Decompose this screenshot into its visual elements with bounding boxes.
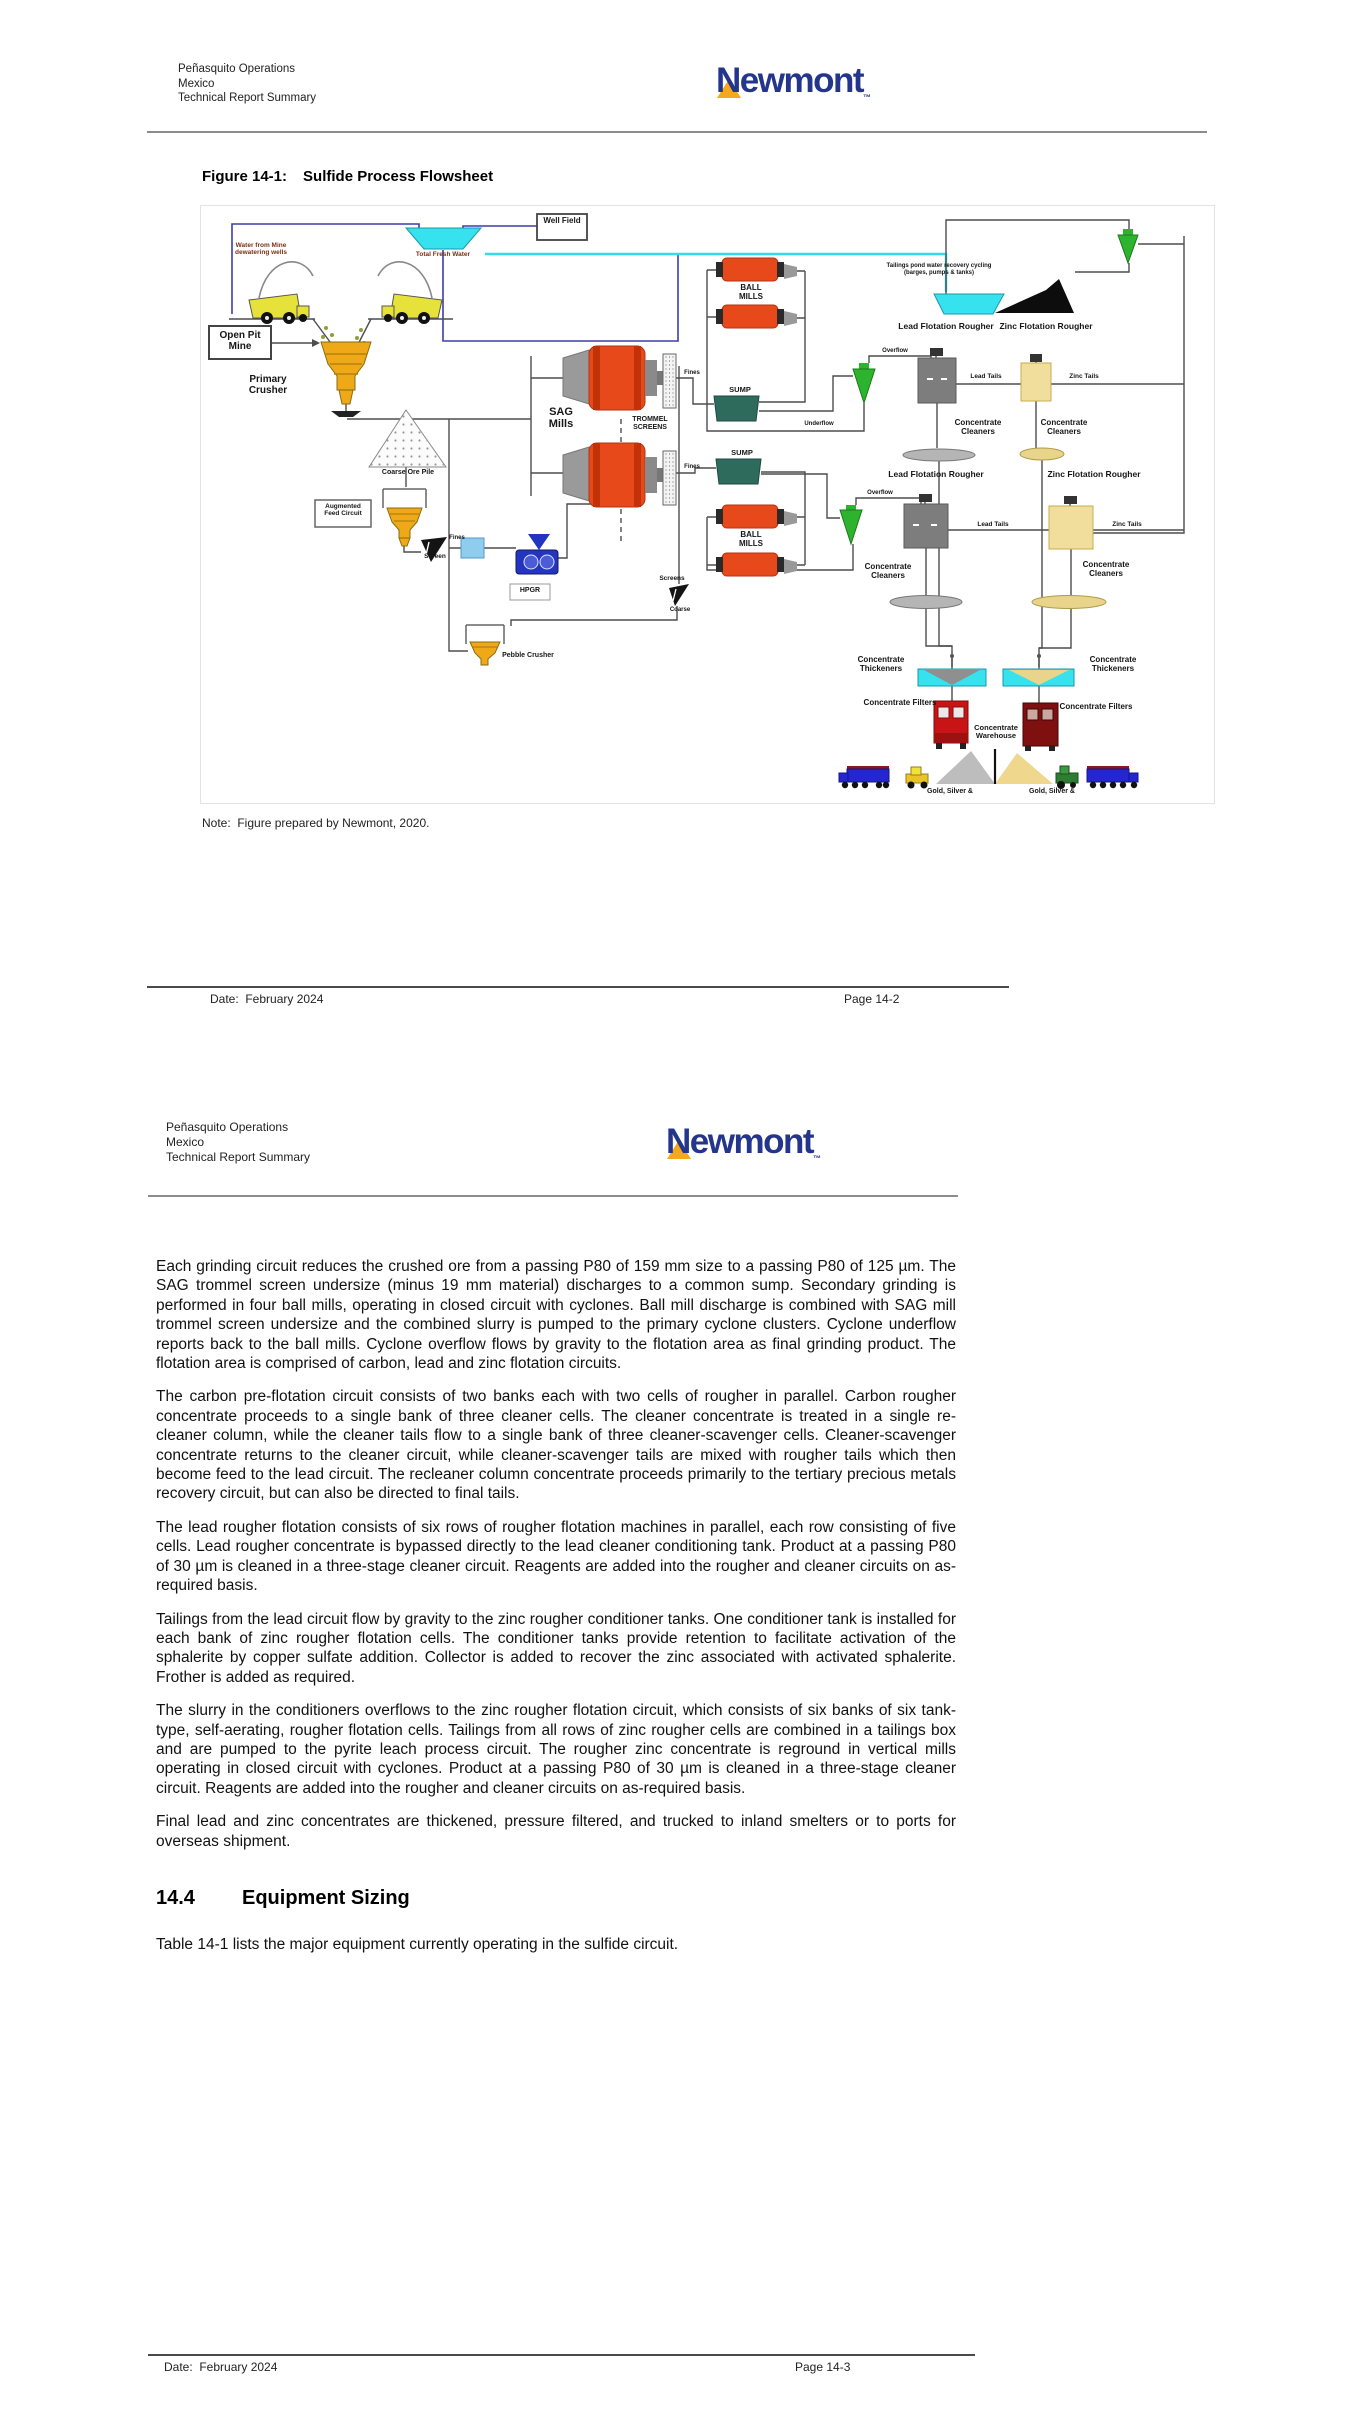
label-concentrate-warehouse: Concentrate Warehouse xyxy=(974,723,1018,741)
page1-header xyxy=(178,62,316,106)
label-concentrate-cleaners-2: Concentrate Cleaners xyxy=(1040,418,1088,436)
label-open-pit-mine: Open Pit Mine xyxy=(219,330,261,353)
label-concentrate-cleaners-1: Concentrate Cleaners xyxy=(954,418,1002,436)
label-sag-mills: SAG Mills xyxy=(548,406,574,431)
label-gold-silver-right: Gold, Silver & xyxy=(1029,788,1075,795)
page1-footer-rule xyxy=(147,986,1009,988)
label-gold-silver-left: Gold, Silver & xyxy=(927,788,973,795)
section-number: 14.4 xyxy=(156,1886,195,1909)
label-fines-screen: Fines xyxy=(449,535,465,541)
header-line-operations: Peñasquito Operations xyxy=(166,1120,289,1134)
newmont-logo xyxy=(666,1122,821,1164)
label-concentrate-filters-left: Concentrate Filters xyxy=(863,698,937,707)
figure-note: Note: Figure prepared by Newmont, 2020. xyxy=(202,816,430,830)
label-concentrate-cleaners-3: Concentrate Cleaners xyxy=(864,562,912,580)
label-overflow-2: Overflow xyxy=(867,490,893,496)
header-line-operations: Peñasquito Operations xyxy=(178,63,295,75)
newmont-wordmark: Newmont xyxy=(716,61,863,100)
paragraph-table-reference: Table 14-1 lists the major equipment currently operating in the sulfide circuit. xyxy=(156,1935,679,1953)
label-zinc-tails-1: Zinc Tails xyxy=(1069,373,1099,380)
figure-title: Sulfide Process Flowsheet xyxy=(303,168,494,185)
label-augmented-feed-circuit: Augmented Feed Circuit xyxy=(324,503,362,518)
paragraph-grinding: Each grinding circuit reduces the crushed ore from a passing P80 of 159 mm size to a passing P80 of 125 µm. The SAG trommel screen undersize (minus 19 mm material) discharges to a common sump. Secondary grinding is performed in four ball mills, operating in closed circuit with cyclones. Ball mill discharge is combined with SAG mill trommel screen undersize and the combined slurry is pumped to the primary cyclone clusters. Cyclone underflow reports back to the ball mills. Cyclone overflow flows by gravity to the flotation area as final grinding product. The flotation area is comprised of carbon, lead and zinc flotation circuits. xyxy=(156,1258,956,1373)
trademark-symbol: ™ xyxy=(813,1154,821,1163)
label-pebble-crusher: Pebble Crusher xyxy=(502,652,554,659)
paragraph-carbon-circuit: The carbon pre-flotation circuit consists of two banks each with two cells of rougher in parallel. Carbon rougher concentrate proceeds to a single bank of three cleaner cells. The cleaner concentrate is treated in a single re-cleaner column, while the cleaner tails flow to a single bank of three cleaner-scavenger cells. Cleaner-scavenger concentrate returns to the cleaner circuit, while cleaner-scavenger tails are mixed with rougher tails which then become feed to the lead circuit. The recleaner column concentrate proceeds primarily to the tertiary precious metals recovery circuit, but can also be directed to final tails. xyxy=(156,1388,956,1503)
label-screen: Screen xyxy=(424,553,446,560)
label-zinc-tails-2: Zinc Tails xyxy=(1112,521,1142,528)
section-heading-14-4 xyxy=(156,1887,956,1910)
header-line-country: Mexico xyxy=(166,1135,205,1149)
newmont-logo xyxy=(716,61,871,103)
header-line-country: Mexico xyxy=(178,77,215,90)
label-concentrate-cleaners-4: Concentrate Cleaners xyxy=(1082,560,1130,578)
page2-header xyxy=(166,1120,310,1165)
label-sump-1: SUMP xyxy=(729,385,751,394)
label-fines-2: Fines xyxy=(684,464,700,470)
paragraph-final-concentrates: Final lead and zinc concentrates are thickened, pressure filtered, and trucked to inland smelters or to ports for overseas shipment. xyxy=(156,1813,956,1850)
page1-header-rule xyxy=(147,131,1207,133)
label-lead-flotation-rougher-2: Lead Flotation Rougher xyxy=(888,469,984,479)
label-hpgr: HPGR xyxy=(519,587,541,594)
page2-header-rule xyxy=(148,1195,958,1197)
label-primary-crusher: Primary Crusher xyxy=(248,374,288,397)
sulfide-process-flowsheet-figure xyxy=(200,205,1215,804)
label-concentrate-thickeners-left: Concentrate Thickeners xyxy=(857,655,905,673)
label-underflow: Underflow xyxy=(804,421,834,427)
paragraph-zinc-conditioner: Tailings from the lead circuit flow by gravity to the zinc rougher conditioner tanks. One conditioner tank is installed for each bank of zinc rougher flotation cells. The conditioner tanks provide retention to facilitate activation of the sphalerite by copper sulfate addition. Collector is added to recover the zinc associated with activated sphalerite. Frother is added as required. xyxy=(156,1610,956,1686)
page2-footer-page-number: Page 14-3 xyxy=(795,2360,851,2374)
page1-footer-date: Date: February 2024 xyxy=(210,992,324,1006)
label-water-from-wells: Water from Mine dewatering wells xyxy=(234,242,288,257)
page2-footer-date: Date: February 2024 xyxy=(164,2360,278,2374)
page1-footer-page-number: Page 14-2 xyxy=(844,992,900,1006)
label-tailings-pond-note: Tailings pond water recovery cycling (barges, pumps & tanks) xyxy=(886,263,992,276)
section-title: Equipment Sizing xyxy=(242,1886,410,1909)
label-total-fresh-water: Total Fresh Water xyxy=(415,251,471,258)
page2-footer-rule xyxy=(148,2354,975,2356)
header-line-report: Technical Report Summary xyxy=(166,1150,311,1164)
label-lead-tails-2: Lead Tails xyxy=(977,521,1009,528)
label-sump-2: SUMP xyxy=(731,448,753,457)
figure-caption xyxy=(202,168,493,185)
label-lead-tails-1: Lead Tails xyxy=(970,373,1002,380)
label-concentrate-thickeners-right: Concentrate Thickeners xyxy=(1089,655,1137,673)
figure-number: Figure 14-1: xyxy=(202,168,288,185)
paragraph-lead-rougher: The lead rougher flotation consists of six rows of rougher flotation machines in parallel, each row consisting of five cells. Lead rougher concentrate is bypassed directly to the lead cleaner conditioning tank. Product at a passing P80 of 30 µm is cleaned in a three-stage cleaner circuit. Reagents are added into the rougher and cleaner circuits on as-required basis. xyxy=(156,1518,956,1595)
label-zinc-flotation-rougher-2: Zinc Flotation Rougher xyxy=(1047,469,1141,479)
label-coarse: Coarse xyxy=(669,607,691,613)
newmont-wordmark: Newmont xyxy=(666,1122,813,1161)
paragraph-zinc-rougher: The slurry in the conditioners overflows to the zinc rougher flotation circuit, which consists of six banks of six tank-type, self-aerating, rougher flotation cells. Tailings from all rows of zinc rougher cells are combined in a tailings box and are pumped to the pyrite leach process circuit. The rougher zinc concentrate is reground in vertical mills operating in closed circuit with cyclones. Product at a passing P80 of 30 µm is cleaned in a three-stage cleaner circuit. Reagents are added into the rougher and cleaner circuits on as-required basis. xyxy=(156,1702,956,1797)
label-ball-mills-2: BALL MILLS xyxy=(739,530,763,548)
label-lead-flotation-rougher-1: Lead Flotation Rougher xyxy=(898,321,994,331)
label-coarse-ore-pile: Coarse Ore Pile xyxy=(381,469,435,476)
label-overflow-1: Overflow xyxy=(882,348,908,354)
trademark-symbol: ™ xyxy=(863,93,871,102)
header-line-report: Technical Report Summary xyxy=(178,92,317,104)
label-zinc-flotation-rougher-1: Zinc Flotation Rougher xyxy=(999,321,1093,331)
label-well-field: Well Field xyxy=(543,216,581,225)
label-concentrate-filters-right: Concentrate Filters xyxy=(1059,702,1133,711)
label-fines-1: Fines xyxy=(684,370,700,376)
label-screens: Screens xyxy=(659,575,685,582)
page2-body xyxy=(156,1257,956,1968)
label-ball-mills-1: BALL MILLS xyxy=(739,283,763,301)
label-trommel-screens: TROMMEL SCREENS xyxy=(632,416,668,431)
